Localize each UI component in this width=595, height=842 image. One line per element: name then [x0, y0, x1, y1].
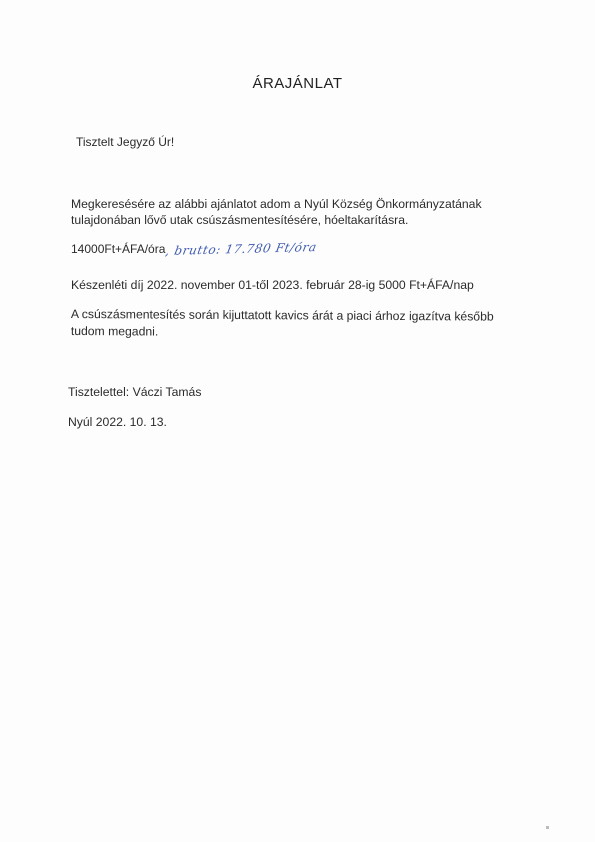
intro-paragraph: [71, 196, 482, 228]
price-typed: 14000Ft+ÁFA/óra: [71, 242, 166, 256]
intro-paragraph-line-2: tulajdonában lővő utak csúszásmentesítésére, hóeltakarításra.: [71, 213, 409, 227]
scan-speck: [546, 826, 549, 829]
greeting: Tisztelt Jegyző Úr!: [76, 135, 175, 149]
gravel-paragraph-line-1: A csúszásmentesítés során kijuttatott kavics árát a piaci árhoz igazítva később: [70, 306, 494, 324]
gravel-paragraph-line-2: tudom megadni.: [70, 323, 159, 339]
intro-paragraph-line-1: Megkeresésére az alábbi ajánlatot adom a Nyúl Község Önkormányzatának: [71, 197, 482, 211]
standby-fee: Készenléti díj 2022. november 01-től 2023. február 28-ig 5000 Ft+ÁFA/nap: [71, 278, 474, 292]
handwritten-price-note: , brutto: 17.780 Ft/óra: [164, 240, 319, 258]
signoff: Tisztelettel: Váczi Tamás: [68, 385, 202, 399]
page-title: ÁRAJÁNLAT: [252, 75, 343, 92]
price-row: [71, 242, 317, 256]
date-line: Nyúl 2022. 10. 13.: [68, 415, 167, 429]
gravel-paragraph: [71, 306, 494, 343]
